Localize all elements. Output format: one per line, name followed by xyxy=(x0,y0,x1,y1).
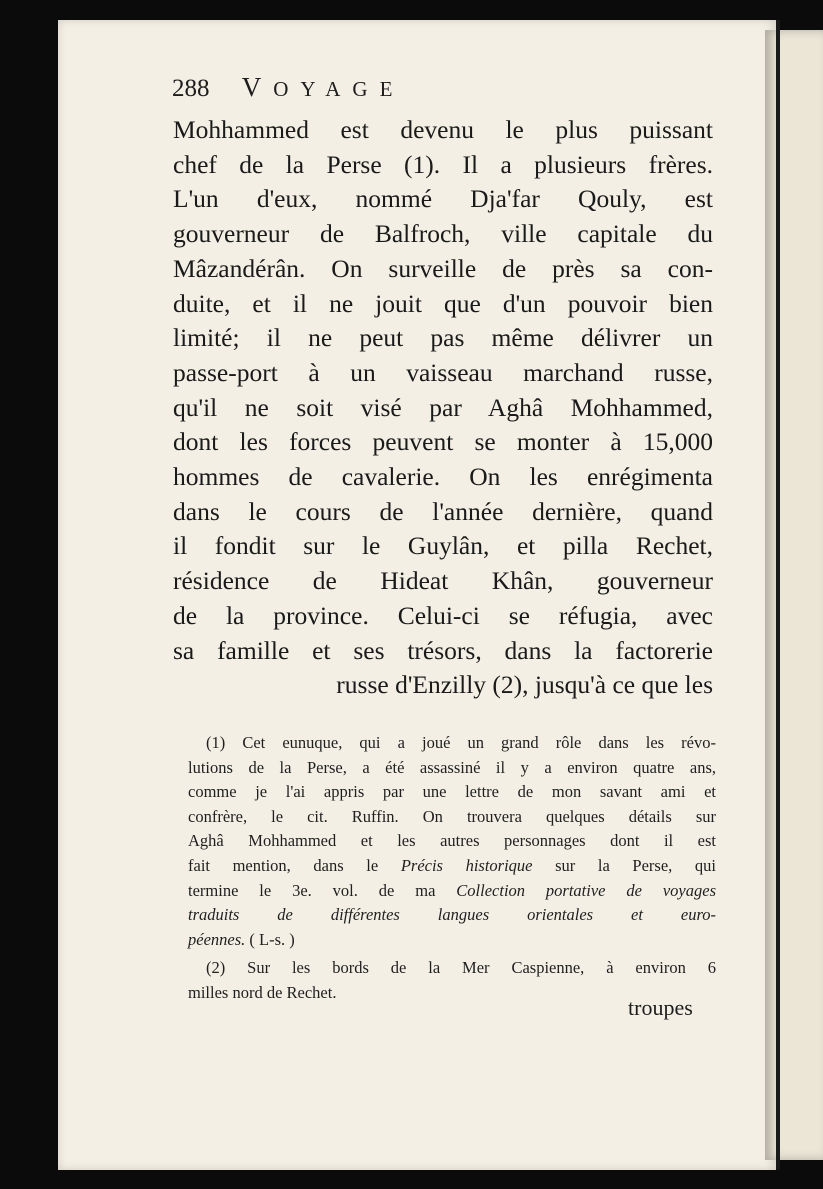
footnote-text: ( L-s. ) xyxy=(245,929,295,949)
footnote-1-line xyxy=(188,879,716,904)
footnote-1-line: Aghâ Mohhammed et les autres personnages dont il est xyxy=(188,831,716,851)
footnote-title-italic: péennes. xyxy=(188,929,246,949)
text-line: sa famille et ses trésors, dans la factorerie xyxy=(173,635,713,665)
footnotes xyxy=(188,731,716,1006)
body-text xyxy=(173,113,713,703)
catchword: troupes xyxy=(628,995,693,1020)
text-line: il fondit sur le Guylân, et pilla Rechet, xyxy=(173,531,713,561)
text-line: chef de la Perse (1). Il a plusieurs frères. xyxy=(173,149,713,179)
footnote-text: fait mention, dans le xyxy=(188,855,401,875)
text-line: hommes de cavalerie. On les enrégimenta xyxy=(173,462,713,492)
text-line: russe d'Enzilly (2), jusqu'à ce que les xyxy=(336,670,713,700)
text-line: L'un d'eux, nommé Dja'far Qouly, est xyxy=(173,184,713,214)
text-line: gouverneur de Balfroch, ville capitale du xyxy=(173,219,713,249)
page-number: 288 xyxy=(172,75,210,102)
text-line: limité; il ne peut pas même délivrer un xyxy=(173,323,713,353)
footnote-1-line: comme je l'ai appris par une lettre de mon savant ami et xyxy=(188,782,716,802)
footnote-1-line xyxy=(188,928,716,953)
footnote-title-italic: traduits de différentes langues orientales et euro- xyxy=(188,905,716,925)
footnote-1-line xyxy=(188,903,716,928)
text-line: qu'il ne soit visé par Aghâ Mohhammed, xyxy=(173,392,713,422)
text-line: passe-port à un vaisseau marchand russe, xyxy=(173,357,713,387)
footnote-1-line: confrère, le cit. Ruffin. On trouvera quelques détails sur xyxy=(188,806,716,826)
footnote-title-italic: Collection portative de voyages xyxy=(456,880,716,900)
footnote-text: termine le 3e. vol. de ma xyxy=(188,880,457,900)
footnote-1-line: lutions de la Perse, a été assassiné il y a environ quatre ans, xyxy=(188,757,716,777)
footnote-2-line: (2) Sur les bords de la Mer Caspienne, à environ 6 xyxy=(206,958,716,978)
text-line: Mohhammed est devenu le plus puissant xyxy=(173,115,713,144)
page-gutter xyxy=(776,20,780,1170)
running-head: VOYAGE xyxy=(241,72,405,102)
text-line: duite, et il ne jouit que d'un pouvoir bien xyxy=(173,288,713,318)
footnote-text: sur la Perse, qui xyxy=(532,855,716,875)
page-header xyxy=(172,72,404,103)
facing-page-edge xyxy=(765,30,823,1160)
footnote-2-line: milles nord de Rechet. xyxy=(188,982,337,1002)
footnote-1-line: (1) Cet eunuque, qui a joué un grand rôle dans les révo- xyxy=(206,733,716,752)
text-line: dont les forces peuvent se monter à 15,000 xyxy=(173,427,713,457)
text-line: de la province. Celui-ci se réfugia, avec xyxy=(173,600,713,630)
footnote-1-line xyxy=(188,854,716,879)
text-line: dans le cours de l'année dernière, quand xyxy=(173,496,713,526)
footnote-title-italic: Précis historique xyxy=(400,855,533,875)
text-line: résidence de Hideat Khân, gouverneur xyxy=(173,566,713,596)
text-line: Mâzandérân. On surveille de près sa con- xyxy=(173,253,713,283)
